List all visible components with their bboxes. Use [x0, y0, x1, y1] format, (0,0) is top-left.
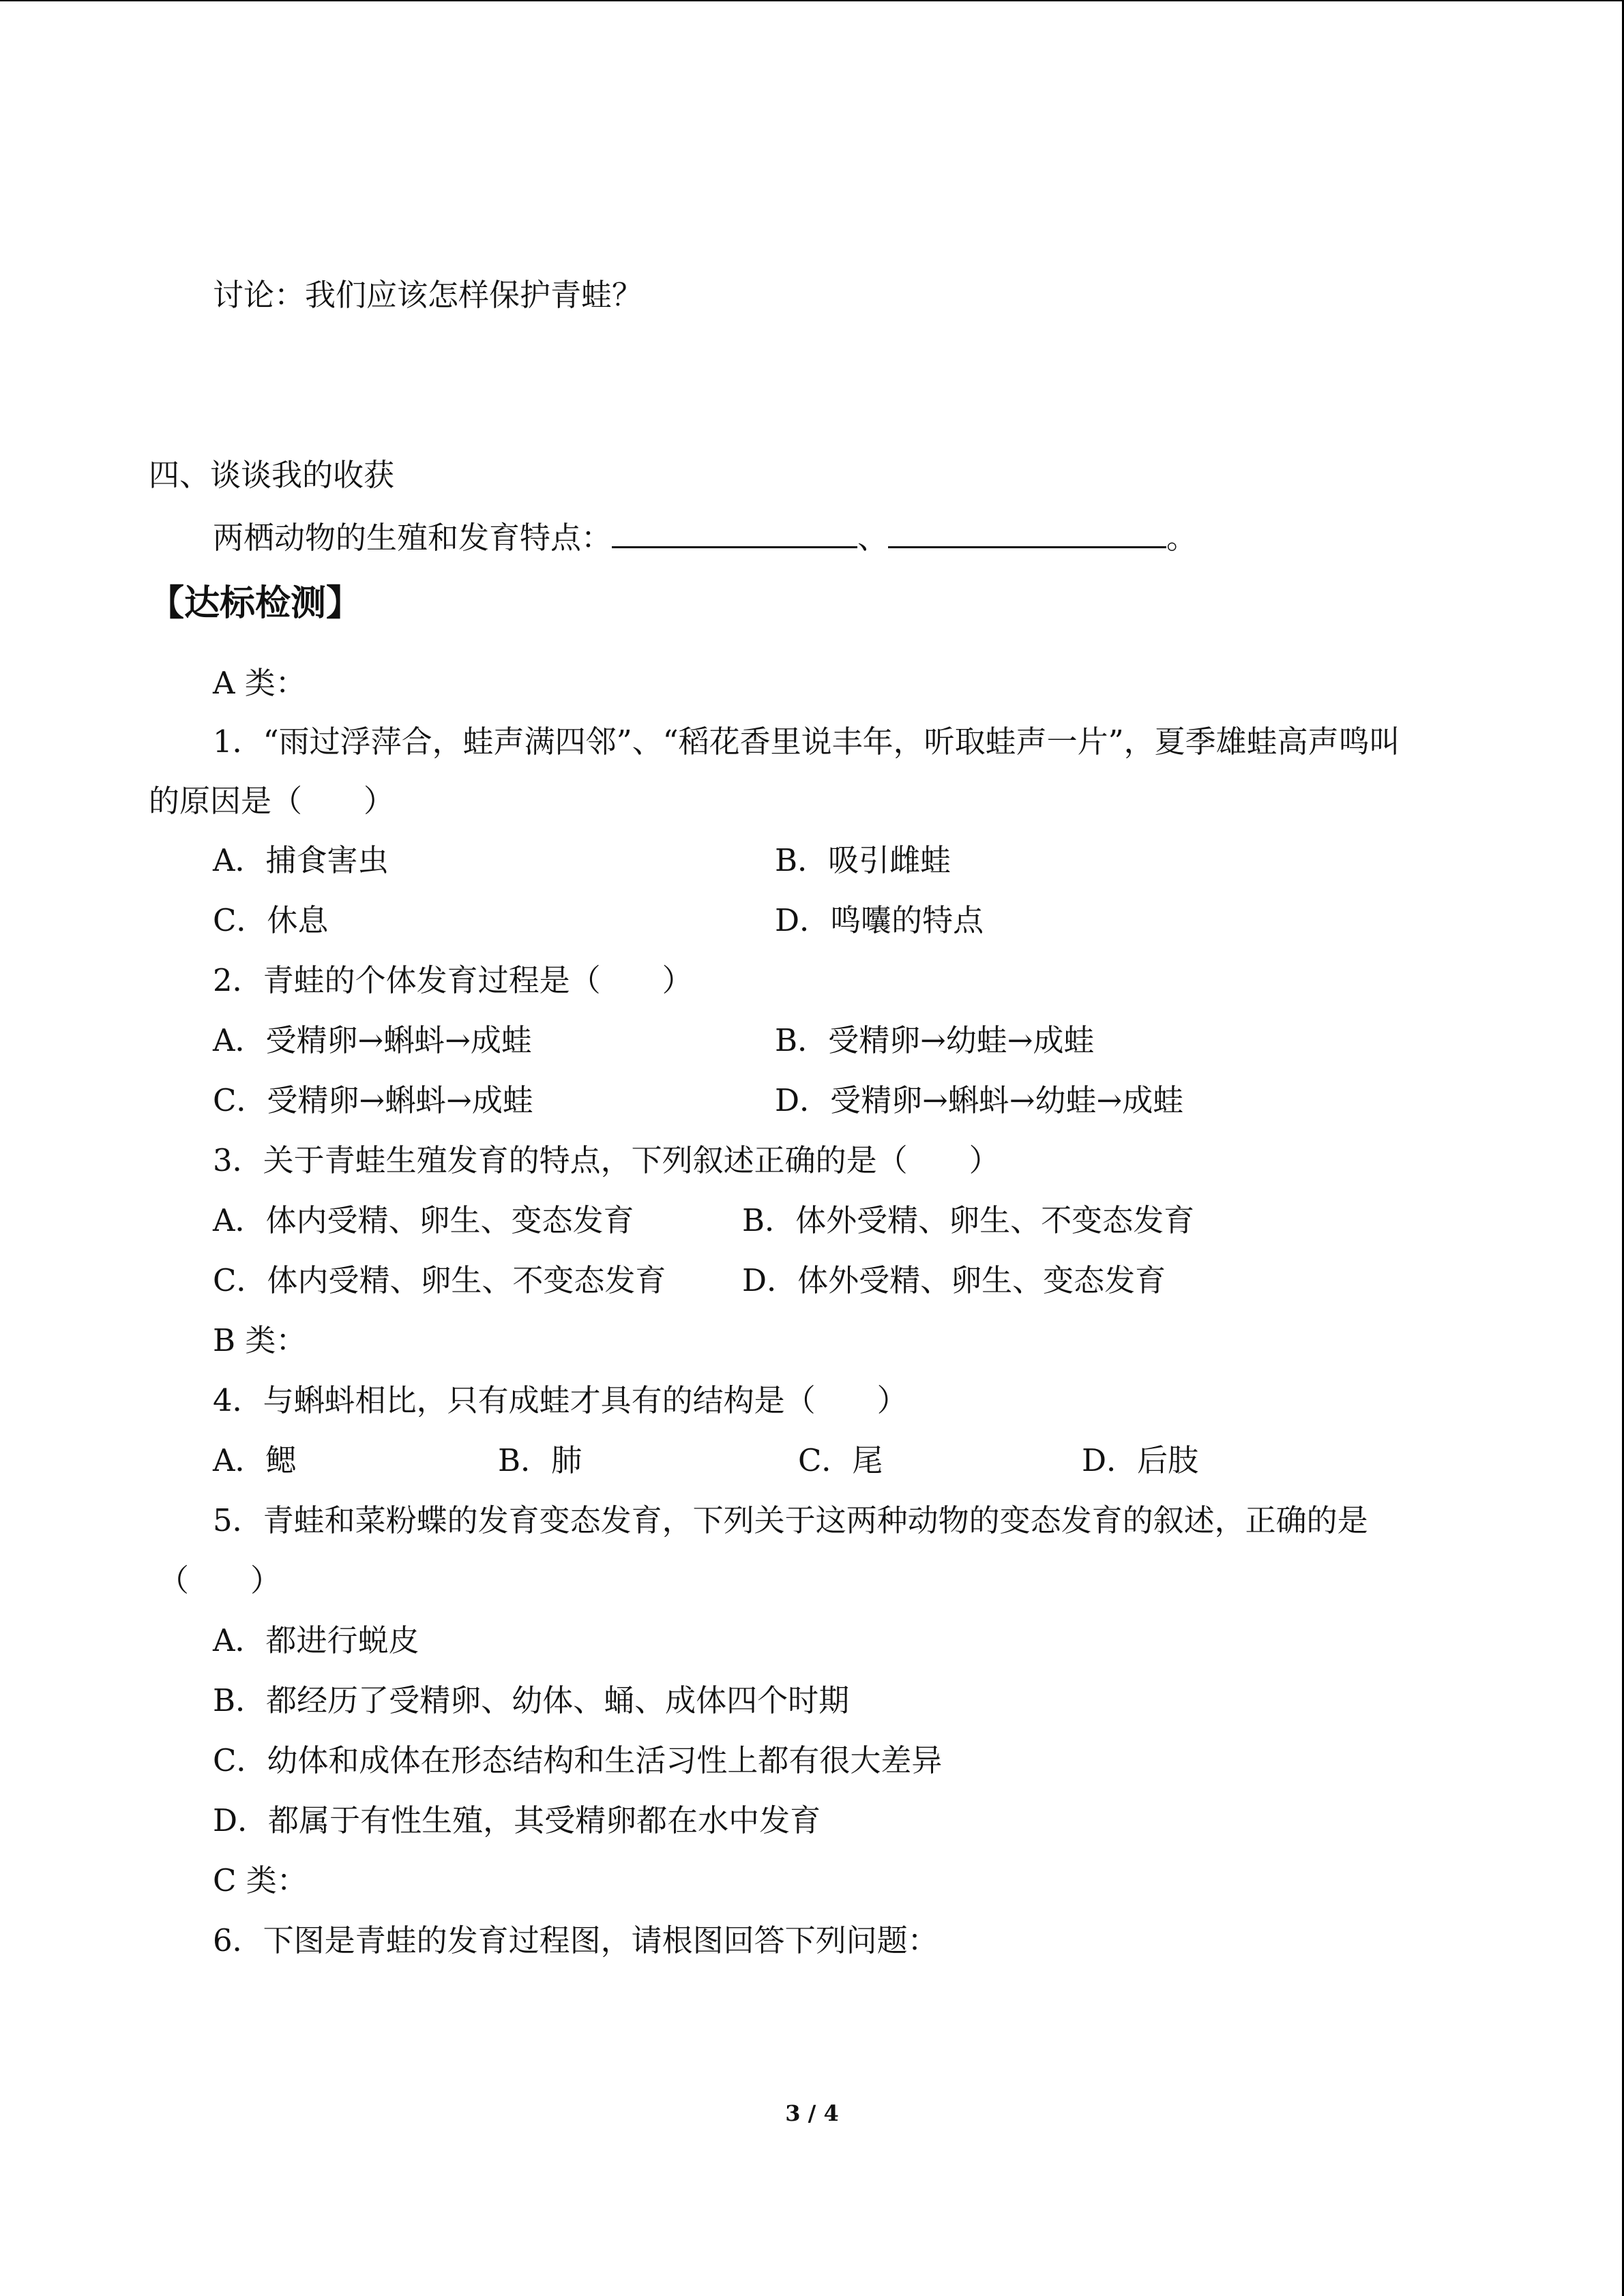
q2-option-b[interactable]: B．受精卵→幼蛙→成蛙	[775, 1022, 1095, 1058]
category-a: A 类：	[213, 665, 306, 701]
q5-stem-line2: （ ）	[158, 1562, 282, 1598]
q3-option-d[interactable]: D．体外受精、卵生、变态发育	[742, 1262, 1166, 1298]
section4-title: 四、谈谈我的收获	[149, 457, 395, 493]
q1-stem-line1: 1．“雨过浮萍合，蛙声满四邻”、“稻花香里说丰年，听取蛙声一片”，夏季雄蛙高声鸣叫	[213, 724, 1400, 760]
q5-option-c[interactable]: C．幼体和成体在形态结构和生活习性上都有很大差异	[213, 1742, 943, 1778]
q2-option-a[interactable]: A．受精卵→蝌蚪→成蛙	[213, 1022, 532, 1058]
q1-stem-line2: 的原因是（ ）	[149, 783, 395, 819]
q4-stem: 4．与蝌蚪相比，只有成蛙才具有的结构是（ ）	[213, 1382, 908, 1418]
page-top-border	[0, 0, 1623, 1]
q3-stem: 3．关于青蛙生殖发育的特点，下列叙述正确的是（ ）	[213, 1142, 1000, 1178]
q6-stem: 6．下图是青蛙的发育过程图，请根图回答下列问题：	[213, 1922, 939, 1958]
section4-end: 。	[1166, 520, 1198, 556]
section4-prompt: 两栖动物的生殖和发育特点：	[213, 520, 612, 556]
q5-option-b[interactable]: B．都经历了受精卵、幼体、蛹、成体四个时期	[213, 1682, 850, 1718]
q5-option-a[interactable]: A．都进行蜕皮	[213, 1622, 419, 1658]
q2-option-c[interactable]: C．受精卵→蝌蚪→成蛙	[213, 1082, 533, 1118]
answer-blank-2[interactable]	[888, 516, 1166, 548]
q1-option-d[interactable]: D．鸣囔的特点	[775, 902, 984, 938]
q1-option-a[interactable]: A．捕食害虫	[213, 842, 389, 878]
page-number: 3 / 4	[785, 2100, 839, 2126]
test-heading: 【达标检测】	[149, 582, 362, 624]
answer-blank-1[interactable]	[612, 516, 857, 548]
discussion-text: 讨论：我们应该怎样保护青蛙？	[213, 277, 643, 313]
section4-separator: 、	[857, 520, 889, 556]
q1-option-c[interactable]: C．休息	[213, 902, 329, 938]
category-b: B 类：	[213, 1322, 307, 1358]
q4-option-b[interactable]: B．肺	[498, 1442, 582, 1478]
q2-option-d[interactable]: D．受精卵→蝌蚪→幼蛙→成蛙	[775, 1082, 1184, 1118]
category-c: C 类：	[213, 1862, 308, 1898]
q3-option-c[interactable]: C．体内受精、卵生、不变态发育	[213, 1262, 666, 1298]
q1-option-b[interactable]: B．吸引雌蛙	[775, 842, 951, 878]
q5-option-d[interactable]: D．都属于有性生殖，其受精卵都在水中发育	[213, 1802, 821, 1838]
q3-option-a[interactable]: A．体内受精、卵生、变态发育	[213, 1202, 634, 1238]
q3-option-b[interactable]: B．体外受精、卵生、不变态发育	[742, 1202, 1195, 1238]
section4-prompt-line	[213, 516, 1197, 558]
q5-stem-line1: 5．青蛙和菜粉蝶的发育变态发育，下列关于这两种动物的变态发育的叙述，正确的是	[213, 1502, 1368, 1538]
q2-stem: 2．青蛙的个体发育过程是（ ）	[213, 962, 693, 998]
q4-option-c[interactable]: C．尾	[798, 1442, 883, 1478]
q4-option-d[interactable]: D．后肢	[1082, 1442, 1199, 1478]
q4-option-a[interactable]: A．鳃	[213, 1442, 297, 1478]
